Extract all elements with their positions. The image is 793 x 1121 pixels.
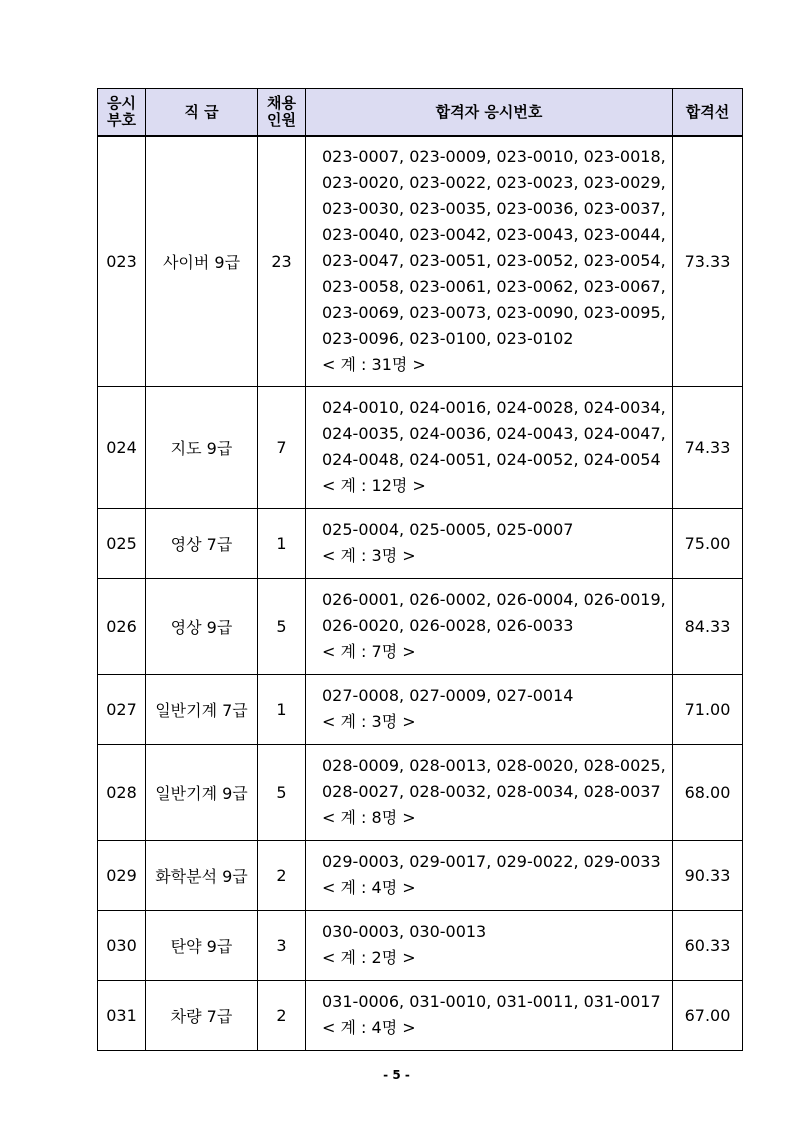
pass-number-line: 023-0040, 023-0042, 023-0043, 023-0044, — [322, 225, 666, 245]
pass-number-line: 023-0058, 023-0061, 023-0062, 023-0067, — [322, 277, 666, 297]
pass-numbers-cell — [306, 910, 673, 980]
pass-number-line: 023-0007, 023-0009, 023-0010, 023-0018, — [322, 147, 666, 167]
cutoff-cell: 84.33 — [673, 578, 743, 674]
pass-numbers-cell — [306, 578, 673, 674]
table-row — [98, 840, 743, 910]
pass-number-line: 026-0001, 026-0002, 026-0004, 026-0019, — [322, 590, 666, 609]
header-position: 직 급 — [146, 89, 258, 137]
cutoff-cell: 74.33 — [673, 386, 743, 508]
exam-code-cell: 025 — [98, 508, 146, 578]
hires-cell: 5 — [258, 744, 306, 840]
hires-cell: 1 — [258, 508, 306, 578]
total-count: < 계 : 12명 > — [322, 476, 426, 495]
pass-number-line: 031-0006, 031-0010, 031-0011, 031-0017 — [322, 992, 661, 1011]
hires-cell: 1 — [258, 674, 306, 744]
pass-number-line: 025-0004, 025-0005, 025-0007 — [322, 520, 574, 539]
pass-number-line: 023-0096, 023-0100, 023-0102 — [322, 329, 574, 349]
total-count: < 계 : 2명 > — [322, 948, 416, 967]
pass-number-line: 028-0009, 028-0013, 028-0020, 028-0025, — [322, 756, 666, 775]
cutoff-cell: 60.33 — [673, 910, 743, 980]
pass-numbers-cell — [306, 386, 673, 508]
total-count: < 계 : 8명 > — [322, 808, 416, 827]
cutoff-cell: 67.00 — [673, 980, 743, 1050]
pass-numbers-cell — [306, 674, 673, 744]
pass-number-line: 023-0047, 023-0051, 023-0052, 023-0054, — [322, 251, 666, 271]
position-cell: 화학분석 9급 — [146, 840, 258, 910]
table-row — [98, 980, 743, 1050]
pass-number-line: 023-0069, 023-0073, 023-0090, 023-0095, — [322, 303, 666, 323]
pass-number-line: 023-0030, 023-0035, 023-0036, 023-0037, — [322, 199, 666, 219]
exam-code-cell: 023 — [98, 136, 146, 386]
pass-numbers-cell — [306, 840, 673, 910]
position-cell: 일반기계 7급 — [146, 674, 258, 744]
pass-number-line: 028-0027, 028-0032, 028-0034, 028-0037 — [322, 782, 661, 801]
pass-number-line: 024-0035, 024-0036, 024-0043, 024-0047, — [322, 424, 666, 443]
total-count: < 계 : 7명 > — [322, 642, 416, 661]
header-hires — [258, 89, 306, 137]
exam-code-cell: 026 — [98, 578, 146, 674]
exam-code-cell: 024 — [98, 386, 146, 508]
total-count: < 계 : 4명 > — [322, 1018, 416, 1037]
pass-number-line: 024-0010, 024-0016, 024-0028, 024-0034, — [322, 398, 666, 417]
cutoff-cell: 90.33 — [673, 840, 743, 910]
pass-number-line: 026-0020, 026-0028, 026-0033 — [322, 616, 574, 635]
table-row — [98, 674, 743, 744]
total-count: < 계 : 4명 > — [322, 878, 416, 897]
header-pass-numbers: 합격자 응시번호 — [306, 89, 673, 137]
header-exam-code-line2: 부호 — [107, 111, 136, 129]
header-hires-line2: 인원 — [267, 111, 296, 129]
pass-number-line: 027-0008, 027-0009, 027-0014 — [322, 686, 574, 705]
position-cell: 차량 7급 — [146, 980, 258, 1050]
exam-code-cell: 030 — [98, 910, 146, 980]
header-hires-line1: 채용 — [267, 94, 296, 112]
position-cell: 사이버 9급 — [146, 136, 258, 386]
hires-cell: 3 — [258, 910, 306, 980]
header-row — [98, 89, 743, 137]
position-cell: 일반기계 9급 — [146, 744, 258, 840]
page-number: - 5 - — [383, 1068, 410, 1082]
total-count: < 계 : 3명 > — [322, 546, 416, 565]
pass-number-line: 024-0048, 024-0051, 024-0052, 024-0054 — [322, 450, 661, 469]
pass-number-line: 030-0003, 030-0013 — [322, 922, 487, 941]
cutoff-cell: 71.00 — [673, 674, 743, 744]
table-row — [98, 744, 743, 840]
pass-number-line: 023-0020, 023-0022, 023-0023, 023-0029, — [322, 173, 666, 193]
cutoff-cell: 75.00 — [673, 508, 743, 578]
exam-code-cell: 031 — [98, 980, 146, 1050]
header-exam-code — [98, 89, 146, 137]
hires-cell: 23 — [258, 136, 306, 386]
pass-numbers-cell — [306, 136, 673, 386]
position-cell: 지도 9급 — [146, 386, 258, 508]
position-cell: 영상 9급 — [146, 578, 258, 674]
position-cell: 탄약 9급 — [146, 910, 258, 980]
hires-cell: 2 — [258, 840, 306, 910]
total-count: < 계 : 31명 > — [322, 355, 426, 375]
hires-cell: 5 — [258, 578, 306, 674]
hires-cell: 2 — [258, 980, 306, 1050]
pass-numbers-cell — [306, 508, 673, 578]
total-count: < 계 : 3명 > — [322, 712, 416, 731]
table-row — [98, 508, 743, 578]
table-row — [98, 386, 743, 508]
position-cell: 영상 7급 — [146, 508, 258, 578]
table-row — [98, 910, 743, 980]
exam-code-cell: 027 — [98, 674, 146, 744]
hires-cell: 7 — [258, 386, 306, 508]
pass-numbers-cell — [306, 744, 673, 840]
exam-code-cell: 028 — [98, 744, 146, 840]
header-cutoff: 합격선 — [673, 89, 743, 137]
table-row — [98, 136, 743, 386]
results-table — [97, 88, 743, 1051]
exam-code-cell: 029 — [98, 840, 146, 910]
cutoff-cell: 73.33 — [673, 136, 743, 386]
table-row — [98, 578, 743, 674]
pass-numbers-cell — [306, 980, 673, 1050]
cutoff-cell: 68.00 — [673, 744, 743, 840]
pass-number-line: 029-0003, 029-0017, 029-0022, 029-0033 — [322, 852, 661, 871]
header-exam-code-line1: 응시 — [107, 94, 136, 112]
